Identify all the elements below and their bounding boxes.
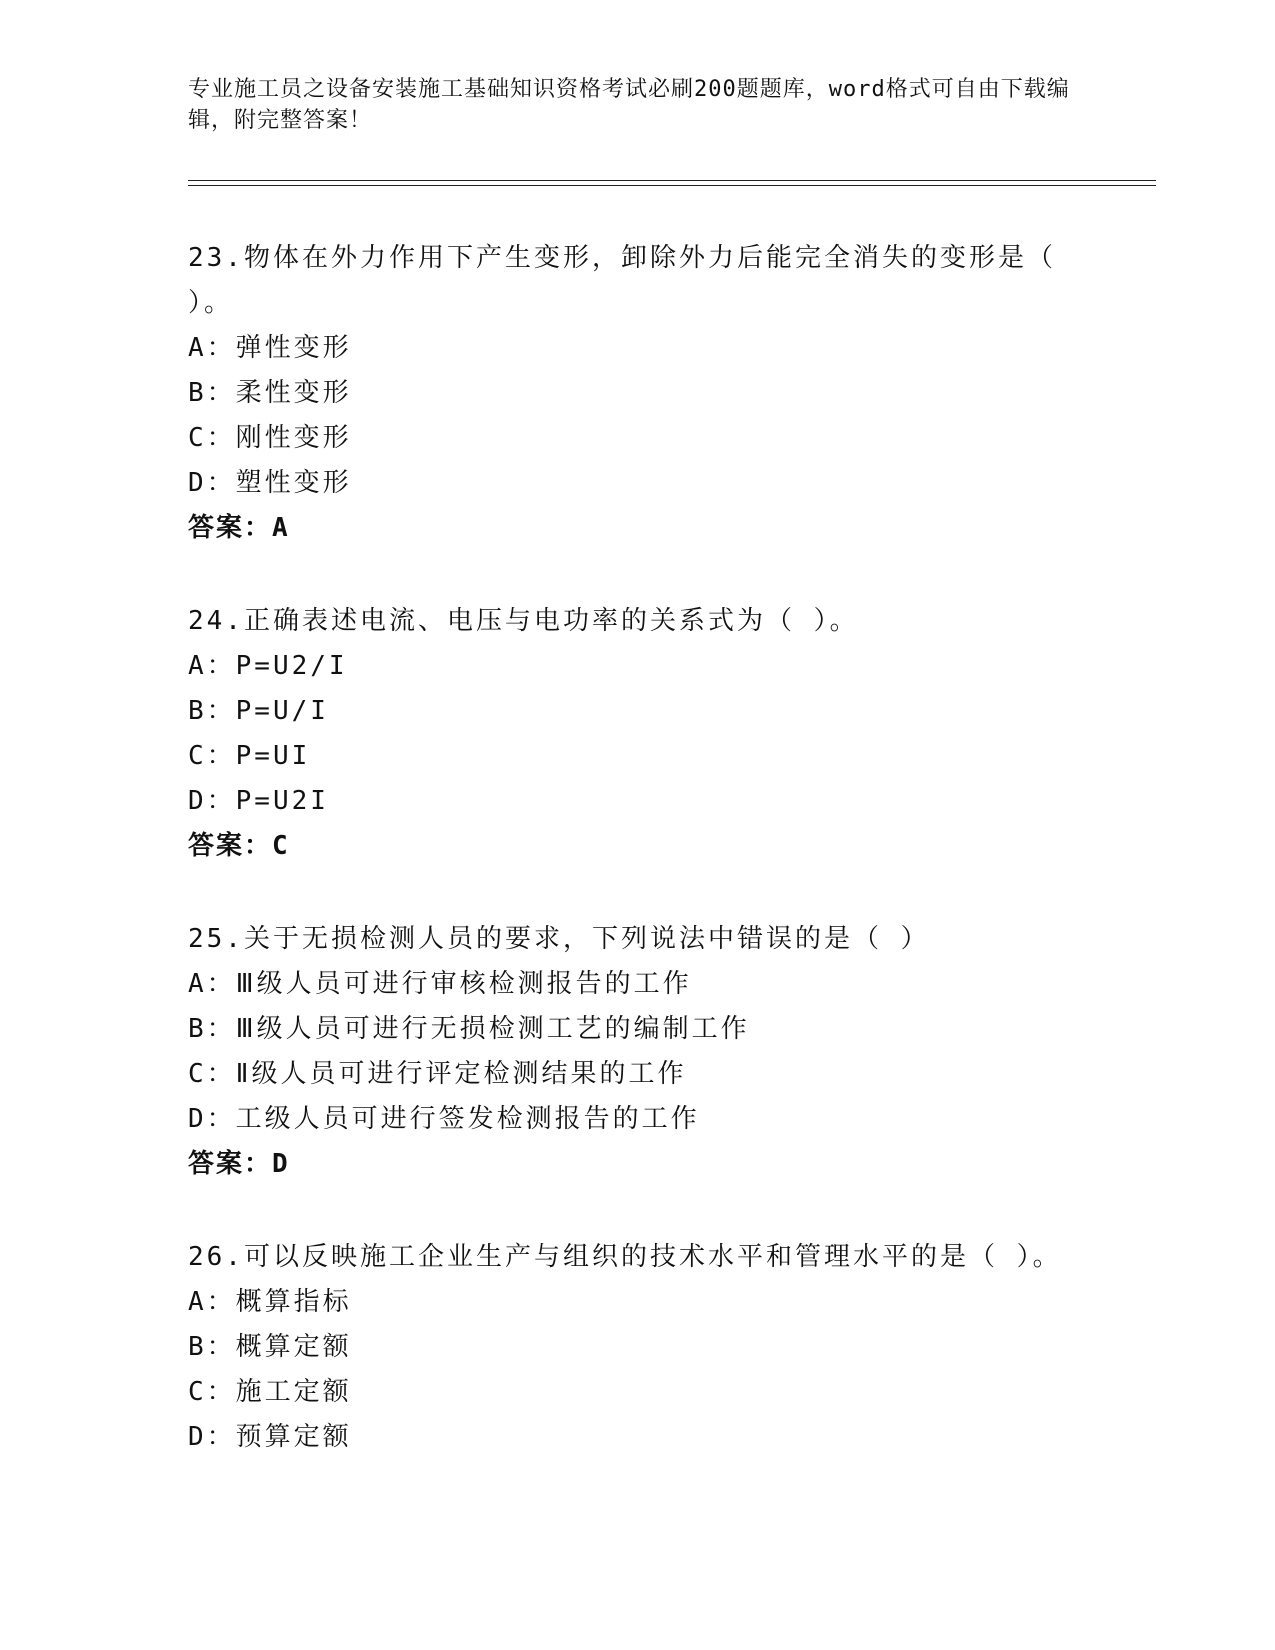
option-a: A：P=U2/I: [188, 651, 348, 681]
option-d: D：P=U2I: [188, 786, 329, 816]
option-c: C：Ⅱ级人员可进行评定检测结果的工作: [188, 1059, 687, 1089]
option-c: C：刚性变形: [188, 423, 352, 453]
header-divider-bottom: [188, 185, 1156, 186]
question-23: [188, 236, 1068, 551]
option-c: C：施工定额: [188, 1377, 352, 1407]
question-stem: 26.可以反映施工企业生产与组织的技术水平和管理水平的是（ ）。: [188, 1242, 1062, 1272]
question-stem: 25.关于无损检测人员的要求，下列说法中错误的是（ ）: [188, 924, 930, 954]
answer-line: 答案：D: [188, 1149, 290, 1179]
question-stem: 24.正确表述电流、电压与电功率的关系式为（ ）。: [188, 606, 859, 636]
option-a: A：弹性变形: [188, 333, 352, 363]
answer-line: 答案：A: [188, 513, 290, 543]
header-divider-top: [188, 180, 1156, 181]
question-24: [188, 599, 1068, 869]
option-d: D：塑性变形: [188, 468, 352, 498]
question-26: [188, 1235, 1068, 1460]
question-25: [188, 917, 1068, 1187]
option-b: B：P=U/I: [188, 696, 329, 726]
option-b: B：Ⅲ级人员可进行无损检测工艺的编制工作: [188, 1014, 750, 1044]
option-c: C：P=UI: [188, 741, 311, 771]
question-stem: 23.物体在外力作用下产生变形，卸除外力后能完全消失的变形是（ ）。: [188, 243, 1056, 318]
option-b: B：柔性变形: [188, 378, 352, 408]
answer-line: 答案：C: [188, 831, 290, 861]
question-list: [188, 236, 1068, 1508]
option-a: A：概算指标: [188, 1287, 352, 1317]
option-d: D：预算定额: [188, 1422, 352, 1452]
option-d: D：工级人员可进行签发检测报告的工作: [188, 1104, 700, 1134]
document-header: 专业施工员之设备安装施工基础知识资格考试必刷200题题库，word格式可自由下载编辑，附完整答案！: [188, 77, 1070, 133]
option-a: A：Ⅲ级人员可进行审核检测报告的工作: [188, 969, 692, 999]
option-b: B：概算定额: [188, 1332, 352, 1362]
